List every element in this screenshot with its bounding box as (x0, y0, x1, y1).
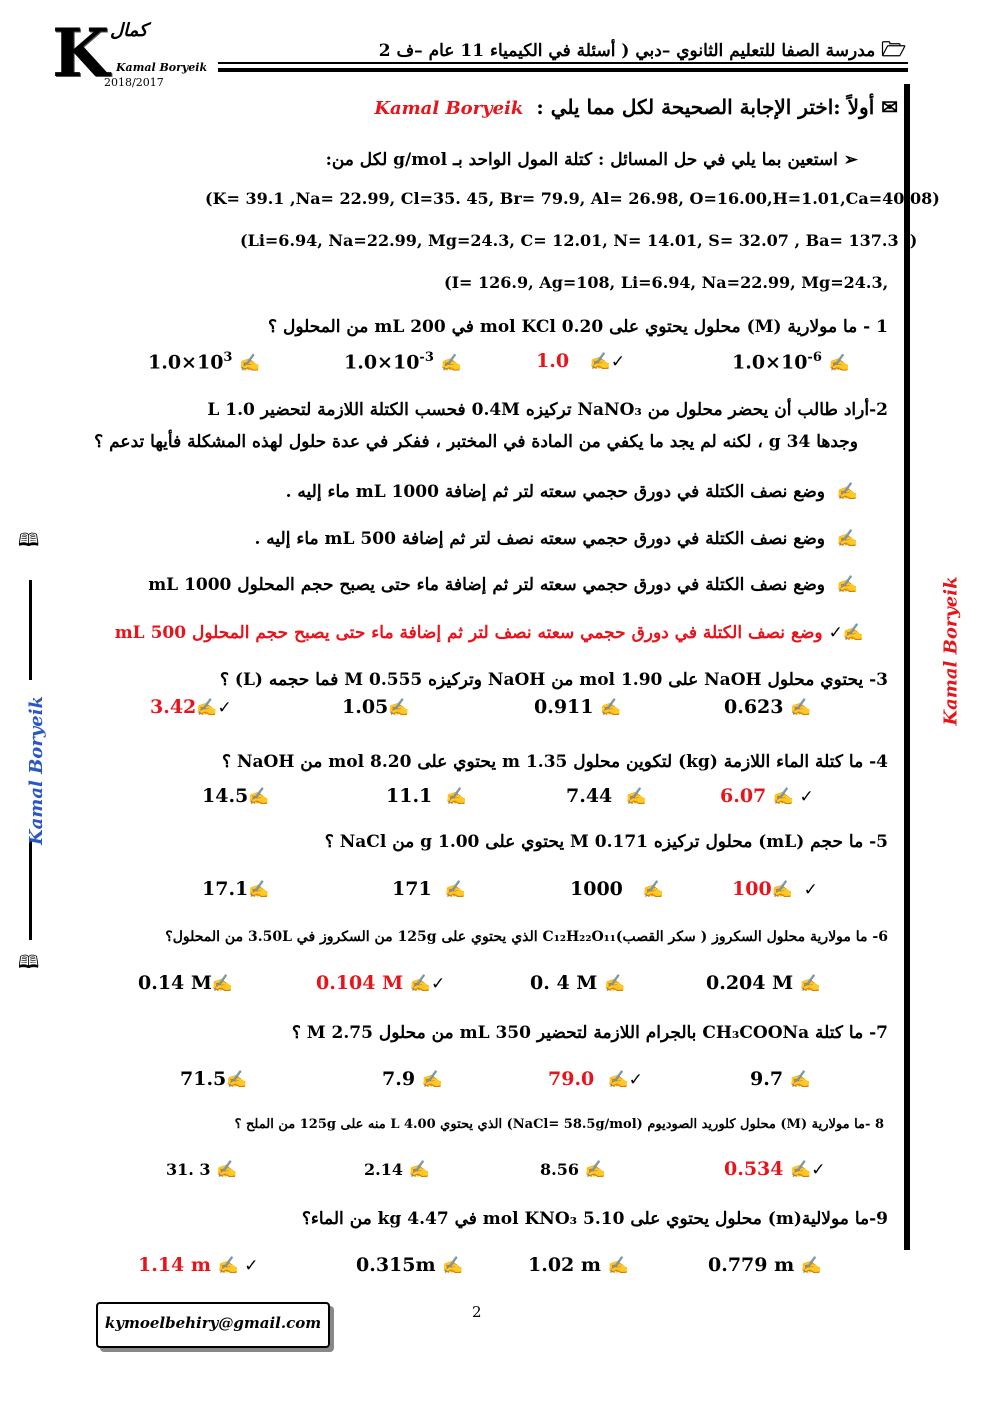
q1-option-d[interactable]: $1.0\times 10^{-6}$ ✍ (732, 350, 850, 374)
left-margin-line-bottom (29, 840, 32, 940)
pen-icon: ✍ (799, 974, 821, 994)
pen-icon: ✍ (836, 529, 858, 549)
q6-option-a[interactable]: 0.204 M ✍ (706, 972, 821, 994)
book-icon-bottom: 🕮 (18, 952, 40, 973)
footer-scroll (96, 1302, 330, 1348)
pen-icon: ✍ (442, 1256, 464, 1276)
section-title-row (374, 95, 898, 119)
q9-option-c[interactable]: 0.315m ✍ (356, 1254, 464, 1276)
pen-icon: ✍ (440, 353, 462, 374)
q7-option-b-correct[interactable]: 79.0 ✍✓ (548, 1068, 643, 1090)
q2-option-a[interactable]: ✍ وضع نصف الكتلة في دورق حجمي سعته لتر ثم إضافة 1000 mL ماء إليه . (285, 482, 858, 502)
question-2-line-1: 2-أراد طالب أن يحضر محلول من NaNO₃ تركيزه 0.4M فحسب الكتلة اللازمة لتحضير 1.0 L (207, 400, 888, 420)
pen-check-icon: ✍✓ (828, 623, 864, 643)
pen-icon: ✍ (836, 575, 858, 595)
pen-icon: ✍ (789, 1070, 811, 1090)
q6-option-d[interactable]: 0.14 M✍ (138, 972, 234, 994)
question-4: 4- ما كتلة الماء اللازمة (kg) لتكوين محلول 1.35 m يحتوي على 8.20 mol من NaOH ؟ (222, 752, 888, 772)
book-icon-top: 🕮 (18, 530, 40, 551)
q5-option-d[interactable]: 17.1✍ (202, 878, 270, 900)
q3-option-c[interactable]: 1.05✍ (342, 696, 410, 718)
q7-option-a[interactable]: 9.7 ✍ (750, 1068, 811, 1090)
pen-icon: ✍ (836, 482, 858, 502)
pen-icon: ✍ (421, 1070, 443, 1090)
pen-icon: ✍ (211, 974, 234, 994)
pen-check-icon: ✍✓ (607, 1070, 643, 1090)
pen-icon: ✍ (800, 1256, 823, 1276)
q6-option-c-correct[interactable]: 0.104 M ✍✓ (316, 972, 446, 994)
q9-option-a[interactable]: 0.779 m ✍ (708, 1254, 823, 1276)
pen-icon: ✍ (408, 1160, 430, 1180)
intro-text: استعين بما يلي في حل المسائل : كتلة المول الواحد بـ g/mol لكل من: (325, 150, 838, 170)
question-3: 3- يحتوي محلول NaOH على 1.90 mol من NaOH وتركيزه 0.555 M فما حجمه (L) ؟ (219, 670, 888, 690)
header-year: 2018/2017 (104, 76, 164, 89)
question-1: 1 - ما مولارية (M) محلول يحتوي على 0.20 mol KCl في 200 mL من المحلول ؟ (268, 317, 888, 337)
header-title-text: مدرسة الصفا للتعليم الثانوي –دبي ( أسئلة في الكيمياء 11 عام –ف 2 (378, 41, 876, 61)
q3-option-b[interactable]: 0.911 ✍ (534, 696, 622, 718)
q4-option-c[interactable]: 11.1 ✍ (386, 785, 467, 807)
masses-line-2: (Li=6.94, Na=22.99, Mg=24.3, C= 12.01, N= 14.01, S= 32.07 , Ba= 137.3 ,) (240, 231, 918, 250)
pen-icon: ✍ (239, 353, 261, 374)
pen-check-icon: ✍ ✓ (217, 1256, 259, 1276)
question-8: 8 -ما مولارية (M) محلول كلوريد الصوديوم (NaCl= 58.5g/mol) الذي يحتوي 4.00 L منه على 125g من الملح ؟ (234, 1117, 884, 1132)
footer-email: kymoelbehiry@gmail.com (104, 1314, 322, 1332)
question-5: 5- ما حجم (mL) محلول تركيزه 0.171 M يحتوي على 1.00 g من NaCl ؟ (324, 832, 888, 852)
pen-check-icon: ✍✓ (196, 698, 232, 718)
pen-check-icon: ✍ ✓ (771, 880, 818, 900)
question-9: 9-ما مولالية(m) محلول يحتوي على 5.10 mol KNO₃ في 4.47 kg من الماء؟ (301, 1209, 888, 1229)
q9-option-d-correct[interactable]: 1.14 m ✍ ✓ (138, 1254, 259, 1276)
pen-icon: ✍ (444, 880, 467, 900)
q8-option-b[interactable]: 8.56 ✍ (540, 1160, 606, 1180)
q2-option-d-correct[interactable]: ✍✓ وضع نصف الكتلة في دورق حجمي سعته نصف لتر ثم إضافة ماء حتى يصبح حجم المحلول 500 mL (114, 623, 864, 643)
left-margin-line-top (29, 580, 32, 680)
right-frame-line (904, 84, 910, 1250)
q7-option-c[interactable]: 7.9 ✍ (382, 1068, 443, 1090)
pen-icon: ✍✓ (589, 352, 626, 372)
signature: Kamal Boryeik (374, 98, 524, 119)
q2-option-b[interactable]: ✍ وضع نصف الكتلة في دورق حجمي سعته نصف لتر ثم إضافة 500 mL ماء إليه . (254, 529, 858, 549)
pen-icon: ✍ (248, 787, 270, 807)
pen-check-icon: ✍✓ (790, 1160, 826, 1180)
logo-script: كمال (110, 20, 148, 41)
pen-icon: ✍ (248, 880, 270, 900)
q8-option-d[interactable]: 31. 3 ✍ (166, 1160, 238, 1180)
logo-letter: K (52, 14, 108, 92)
q3-option-d-correct[interactable]: 3.42✍✓ (150, 696, 232, 718)
question-6: 6- ما مولارية محلول السكروز ( سكر القصب)C₁₂H₂₂O₁₁ الذي يحتوي على 125g من السكروز في 3.50L من المحلول؟ (165, 929, 888, 945)
pen-icon: ✍ (790, 698, 812, 718)
section-title: أولاً :اختر الإجابة الصحيحة لكل مما يلي : (536, 95, 875, 119)
q8-option-c[interactable]: 2.14 ✍ (364, 1160, 430, 1180)
page-number: 2 (472, 1303, 482, 1321)
pen-check-icon: ✍✓ (409, 974, 446, 994)
side-signature-left: Kamal Boryeik (26, 695, 48, 846)
q7-option-d[interactable]: 71.5✍ (180, 1068, 248, 1090)
side-signature-right: Kamal Boryeik (940, 576, 962, 726)
intro-text-row (326, 150, 858, 170)
q8-option-a-correct[interactable]: 0.534 ✍✓ (724, 1158, 826, 1180)
q1-option-c-correct[interactable]: 1.0 ✍✓ (536, 350, 626, 372)
q1-option-b[interactable]: $1.0\times 10^{-3}$ ✍ (344, 350, 462, 374)
pen-icon: ✍ (445, 787, 467, 807)
folder-icon: 🗁 (881, 37, 906, 61)
pen-check-icon: ✍ ✓ (772, 787, 814, 807)
arrow-icon: ➢ (843, 150, 858, 170)
pen-icon: ✍ (603, 974, 626, 994)
q6-option-b[interactable]: 0. 4 M ✍ (530, 972, 626, 994)
q5-option-c[interactable]: 171 ✍ (392, 878, 467, 900)
pen-icon: ✍ (388, 698, 410, 718)
q5-option-a-correct[interactable]: 100✍ ✓ (732, 878, 818, 900)
q9-option-b[interactable]: 1.02 m ✍ (528, 1254, 629, 1276)
q5-option-b[interactable]: 1000 ✍ (570, 878, 664, 900)
masses-line-3: (I= 126.9, Ag=108, Li=6.94, Na=22.99, Mg=24.3, (444, 273, 889, 292)
pen-icon: ✍ (642, 880, 664, 900)
envelope-icon: ✉ (881, 95, 898, 119)
header-author: Kamal Boryeik (116, 61, 208, 74)
masses-line-1: (K= 39.1 ,Na= 22.99, Cl=35. 45, Br= 79.9, Al= 26.98, O=16.00,H=1.01,Ca=40.08) (205, 189, 940, 208)
pen-icon: ✍ (216, 1160, 238, 1180)
pen-icon: ✍ (607, 1256, 629, 1276)
q3-option-a[interactable]: 0.623 ✍ (724, 696, 812, 718)
pen-icon: ✍ (600, 698, 622, 718)
pen-icon: ✍ (226, 1070, 248, 1090)
q4-option-a-correct[interactable]: 6.07 ✍ ✓ (720, 785, 814, 807)
header-double-rule (218, 62, 908, 70)
pen-icon: ✍ (584, 1160, 606, 1180)
q4-option-d[interactable]: 14.5✍ (202, 785, 270, 807)
q2-option-c[interactable]: ✍ وضع نصف الكتلة في دورق حجمي سعته لتر ثم إضافة ماء حتى يصبح حجم المحلول 1000 mL (148, 575, 858, 595)
q1-option-a[interactable]: $1.0\times 10^3$ ✍ (148, 350, 261, 374)
question-7: 7- ما كتلة CH₃COONa بالجرام اللازمة لتحضير 350 mL من محلول 2.75 M ؟ (291, 1023, 888, 1043)
pen-icon: ✍ (625, 787, 647, 807)
pen-icon: ✍ (828, 353, 850, 374)
question-2-line-2: وجدها 34 g ، لكنه لم يجد ما يكفي من المادة في المختبر ، ففكر في عدة حلول لهذه المشكلة فأيها تدعم ؟ (94, 432, 858, 452)
header-double-rule-2 (218, 70, 908, 74)
q4-option-b[interactable]: 7.44 ✍ (566, 785, 647, 807)
